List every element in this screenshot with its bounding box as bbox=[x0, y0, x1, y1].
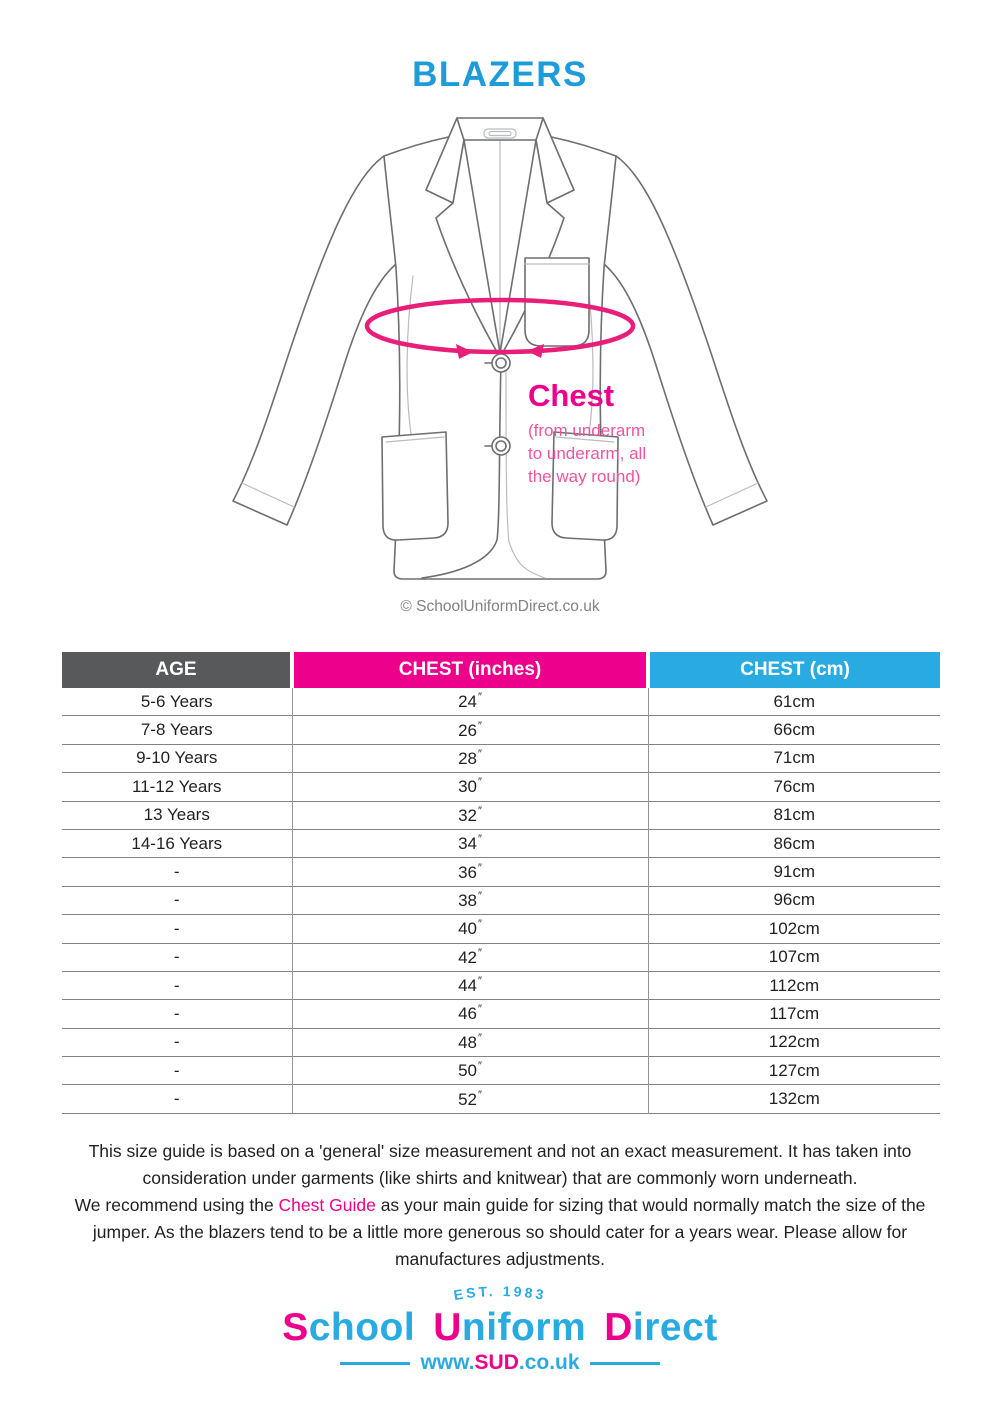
table-cell: 107cm bbox=[768, 947, 820, 967]
chest-note-line-1: (from underarm bbox=[528, 421, 646, 440]
table-row bbox=[62, 1057, 940, 1085]
size-table bbox=[62, 652, 940, 1114]
table-row bbox=[62, 1085, 940, 1113]
table-row bbox=[62, 773, 940, 801]
logo-dash-right bbox=[590, 1362, 660, 1365]
blazer-left-sleeve bbox=[233, 156, 396, 525]
table-cell: 40″ bbox=[292, 915, 648, 943]
page-title: BLAZERS bbox=[412, 55, 588, 94]
blazer-drawing bbox=[170, 106, 830, 606]
table-header-inches: CHEST (inches) bbox=[292, 652, 648, 688]
logo-url-post: .co.uk bbox=[518, 1351, 580, 1374]
logo-word-uniform: Uniform bbox=[433, 1306, 587, 1349]
logo-dash-left bbox=[340, 1362, 410, 1365]
table-row bbox=[62, 829, 940, 857]
table-cell: 11-12 Years bbox=[62, 773, 292, 801]
table-row bbox=[62, 858, 940, 886]
table-cell: 28″ bbox=[292, 744, 648, 772]
table-row bbox=[62, 1000, 940, 1028]
table-cell: 34″ bbox=[292, 829, 648, 857]
table-cell: 66cm bbox=[773, 720, 816, 740]
notes-paragraph-2 bbox=[50, 1192, 950, 1273]
table-row bbox=[62, 716, 940, 744]
table-cell: 42″ bbox=[292, 943, 648, 971]
table-cell: 44″ bbox=[292, 971, 648, 999]
table-row bbox=[62, 886, 940, 914]
chest-note-line-2: to underarm, all bbox=[528, 444, 647, 463]
table-body bbox=[62, 688, 940, 1113]
table-row bbox=[62, 744, 940, 772]
table-cell: 26″ bbox=[292, 716, 648, 744]
table-cell: 13 Years bbox=[62, 801, 292, 829]
table-cell: - bbox=[62, 971, 292, 999]
table-cell: - bbox=[62, 886, 292, 914]
chest-guide-link: Chest Guide bbox=[278, 1195, 376, 1215]
logo-wordmark bbox=[0, 1306, 1000, 1350]
left-pocket bbox=[382, 432, 448, 540]
logo-word-direct: Direct bbox=[604, 1306, 718, 1349]
table-row bbox=[62, 915, 940, 943]
logo-url-pre: www. bbox=[420, 1351, 475, 1374]
table-cell: 71cm bbox=[773, 748, 816, 768]
table-header-row bbox=[62, 652, 940, 688]
table-cell: 9-10 Years bbox=[62, 744, 292, 772]
chest-note-line-3: the way round) bbox=[528, 467, 641, 486]
blazer-illustration bbox=[170, 106, 830, 606]
table-cell: 117cm bbox=[769, 1003, 820, 1023]
table-row bbox=[62, 1028, 940, 1056]
table-cell: 24″ bbox=[292, 688, 648, 716]
table-cell: - bbox=[62, 1057, 292, 1085]
table-cell: 122cm bbox=[768, 1032, 820, 1052]
table-row bbox=[62, 688, 940, 716]
table-cell: 132cm bbox=[768, 1089, 820, 1109]
table-cell: 14-16 Years bbox=[62, 829, 292, 857]
table-cell: 52″ bbox=[292, 1085, 648, 1113]
logo-word-school: School bbox=[282, 1306, 416, 1349]
table-header-age: AGE bbox=[62, 652, 292, 688]
notes-paragraph-2-post: as your main guide for sizing that would normally match the size of the jumper. As the blazers tend to be a little more generous so should cater for a years wear. Please allow for manufactures adjustments. bbox=[92, 1195, 926, 1269]
table-header-cm: CHEST (cm) bbox=[648, 652, 940, 688]
table-cell: 61cm bbox=[773, 691, 816, 711]
table-cell: - bbox=[62, 943, 292, 971]
table-row bbox=[62, 801, 940, 829]
table-cell: 36″ bbox=[292, 858, 648, 886]
table-cell: - bbox=[62, 1085, 292, 1113]
table-cell: - bbox=[62, 858, 292, 886]
table-cell: - bbox=[62, 1000, 292, 1028]
table-cell: - bbox=[62, 1028, 292, 1056]
svg-text:EST. 1983 bbox=[452, 1283, 547, 1303]
table-cell: 48″ bbox=[292, 1028, 648, 1056]
table-row bbox=[62, 971, 940, 999]
logo-est-text: EST. 1983 bbox=[452, 1282, 548, 1304]
table-cell: 5-6 Years bbox=[62, 688, 292, 716]
table-cell: 30″ bbox=[292, 773, 648, 801]
table-cell: 46″ bbox=[292, 1000, 648, 1028]
copyright-text: © SchoolUniformDirect.co.uk bbox=[400, 598, 600, 615]
table-cell: 38″ bbox=[292, 886, 648, 914]
brand-logo bbox=[0, 1276, 1000, 1375]
table-cell: 112cm bbox=[769, 975, 820, 995]
table-cell: 7-8 Years bbox=[62, 716, 292, 744]
logo-url-brand: SUD bbox=[474, 1351, 519, 1374]
table-cell: 81cm bbox=[773, 805, 816, 825]
table-cell: 32″ bbox=[292, 801, 648, 829]
table-cell: 91cm bbox=[773, 862, 816, 882]
table-cell: 50″ bbox=[292, 1057, 648, 1085]
notes-paragraph-1: This size guide is based on a 'general' size measurement and not an exact measurement. It has taken into consideration under garments (like shirts and knitwear) that are commonly worn underneath. bbox=[88, 1141, 912, 1188]
notes-block bbox=[50, 1138, 950, 1273]
table-cell: 102cm bbox=[768, 918, 820, 938]
table-cell: 86cm bbox=[773, 833, 816, 853]
logo-url bbox=[0, 1351, 1000, 1375]
table-cell: 76cm bbox=[773, 776, 816, 796]
chest-label: Chest bbox=[528, 378, 615, 413]
table-cell: 96cm bbox=[773, 890, 816, 910]
notes-paragraph-2-pre: We recommend using the bbox=[74, 1195, 279, 1215]
table-row bbox=[62, 943, 940, 971]
table-cell: - bbox=[62, 915, 292, 943]
table-cell: 127cm bbox=[768, 1060, 820, 1080]
